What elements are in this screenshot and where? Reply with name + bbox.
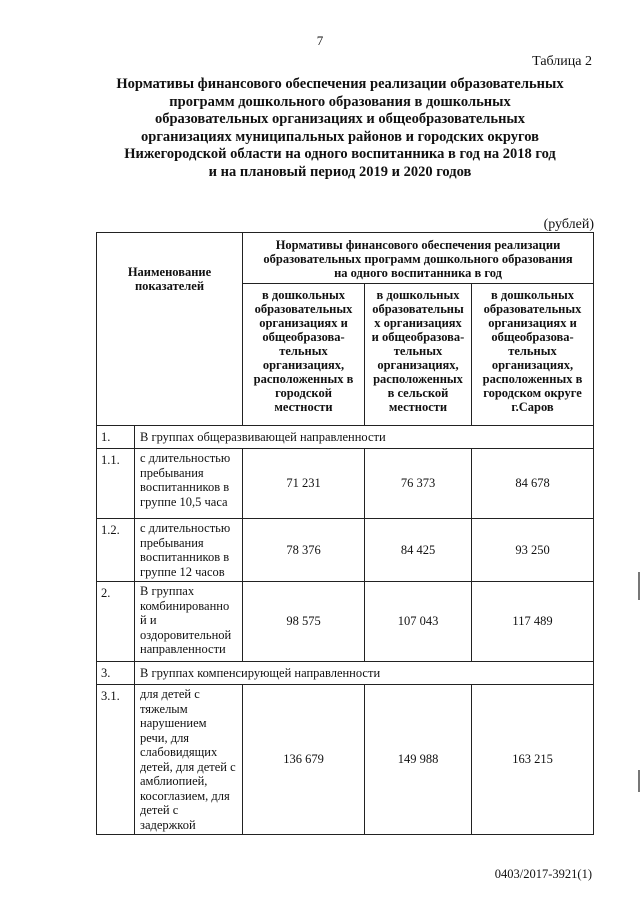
column-header-line: х организациях — [374, 316, 462, 330]
row-name-line: воспитанников в — [140, 480, 230, 494]
value-cell: 163 215 — [472, 685, 594, 835]
table-header-row — [97, 233, 594, 284]
row-name — [135, 582, 243, 662]
column-header-line: местности — [388, 400, 448, 414]
column-header-line: городской — [275, 386, 332, 400]
header-name-cell — [97, 233, 243, 426]
row-number: 3.1. — [97, 685, 135, 835]
value-cell: 78 376 — [243, 519, 365, 582]
title-line: организациях муниципальных районов и городских округов — [141, 128, 539, 145]
row-name-line: группе 12 часов — [140, 564, 225, 579]
section-label: В группах компенсирующей направленности — [135, 662, 594, 685]
title-line: образовательных организациях и общеобразовательных — [154, 111, 526, 127]
column-header-line: организациях, — [491, 358, 574, 372]
column-header-line: расположенных — [373, 372, 463, 386]
value-cell: 76 373 — [365, 449, 472, 519]
header-name-line: показателей — [134, 279, 205, 293]
row-name-line: амблиопией, — [140, 774, 208, 788]
column-header-line: в дошкольных — [262, 288, 345, 302]
header-group-line: образовательных программ дошкольного образования — [263, 252, 573, 266]
row-name-line: пребывания — [140, 535, 204, 550]
column-header-line: местности — [274, 400, 333, 414]
column-header-line: общеобразова- — [262, 330, 345, 344]
row-name-line: речи, для — [140, 730, 190, 745]
value-cell: 71 231 — [243, 449, 365, 519]
title-line: Нижегородской области на одного воспитанника в год на 2018 год — [124, 146, 556, 162]
row-number: 3. — [97, 662, 135, 685]
column-header-line: организациях, — [377, 358, 459, 372]
row-name-line: пребывания — [140, 465, 204, 480]
column-header-line: г.Саров — [511, 400, 554, 414]
section-row — [97, 426, 594, 449]
row-name-line: детей с — [140, 803, 179, 817]
row-name-line: нарушением — [140, 716, 207, 730]
row-name-line: для детей с — [140, 687, 200, 701]
table-row — [97, 685, 594, 835]
column-header-line: тельных — [508, 344, 557, 358]
column-header-urban — [243, 284, 365, 426]
column-header-line: в дошкольных — [376, 288, 460, 302]
row-number: 1.1. — [97, 449, 135, 519]
column-header-line: в сельской — [387, 386, 449, 400]
header-group-cell — [243, 233, 594, 284]
value-cell: 136 679 — [243, 685, 365, 835]
value-cell: 107 043 — [365, 582, 472, 662]
row-name-line: воспитанников в — [140, 550, 230, 564]
value-cell: 84 678 — [472, 449, 594, 519]
column-header-line: и общеобразова- — [371, 330, 465, 344]
row-name-line: тяжелым — [140, 701, 188, 716]
column-header-line: расположенных в — [482, 372, 583, 386]
column-header-line: образовательны — [372, 302, 464, 316]
value-cell: 84 425 — [365, 519, 472, 582]
row-name-line: косоглазием, для — [140, 788, 230, 803]
table-label: Таблица 2 — [532, 54, 592, 69]
row-name-line: й и — [140, 613, 157, 627]
value-cell: 149 988 — [365, 685, 472, 835]
section-row — [97, 662, 594, 685]
column-header-line: в дошкольных — [491, 288, 574, 302]
row-name-line: комбинированно — [140, 598, 230, 613]
value-cell: 117 489 — [472, 582, 594, 662]
title-line: Нормативы финансового обеспечения реализации образовательных — [116, 76, 564, 92]
row-name — [135, 519, 243, 582]
row-name-line: задержкой — [140, 817, 196, 832]
row-name — [135, 449, 243, 519]
table-row — [97, 582, 594, 662]
norms-table — [96, 232, 594, 835]
column-header-line: общеобразова- — [491, 330, 574, 344]
column-header-rural — [365, 284, 472, 426]
column-header-line: организациях, — [262, 358, 345, 372]
row-name-line: с длительностью — [140, 521, 231, 535]
row-name-line: направленности — [140, 642, 226, 656]
row-name-line: В группах — [140, 584, 195, 598]
units-label: (рублей) — [543, 217, 594, 232]
value-cell: 98 575 — [243, 582, 365, 662]
document-code: 0403/2017-3921(1) — [494, 867, 592, 881]
header-group-line: на одного воспитанника в год — [334, 266, 502, 280]
row-number: 2. — [97, 582, 135, 662]
column-header-line: тельных — [393, 344, 443, 358]
table-row — [97, 519, 594, 582]
section-label: В группах общеразвивающей направленности — [135, 426, 594, 449]
column-header-line: городском округе — [483, 386, 582, 400]
column-header-line: организациях и — [488, 316, 577, 330]
table-row — [97, 449, 594, 519]
column-header-line: образовательных — [483, 302, 582, 316]
row-name-line: детей, для детей с — [140, 759, 236, 774]
row-name — [135, 685, 243, 835]
column-header-line: тельных — [279, 344, 328, 358]
column-header-line: организациях и — [259, 316, 348, 330]
title-line: и на плановый период 2019 и 2020 годов — [208, 163, 472, 180]
row-name-line: с длительностью — [140, 451, 231, 465]
column-header-line: образовательных — [254, 302, 353, 316]
column-header-sarov — [472, 284, 594, 426]
column-header-line: расположенных в — [253, 372, 354, 386]
row-name-line: оздоровительной — [140, 627, 232, 642]
header-group-line: Нормативы финансового обеспечения реализации — [275, 238, 561, 252]
row-number: 1.2. — [97, 519, 135, 582]
document-title — [60, 76, 620, 181]
row-name-line: слабовидящих — [140, 745, 218, 759]
row-name-line: группе 10,5 часа — [140, 494, 228, 509]
header-name-line: Наименование — [127, 265, 212, 279]
value-cell: 93 250 — [472, 519, 594, 582]
page-number: 7 — [316, 33, 324, 48]
title-line: программ дошкольного образования в дошкольных — [169, 93, 511, 110]
row-number: 1. — [97, 426, 135, 449]
